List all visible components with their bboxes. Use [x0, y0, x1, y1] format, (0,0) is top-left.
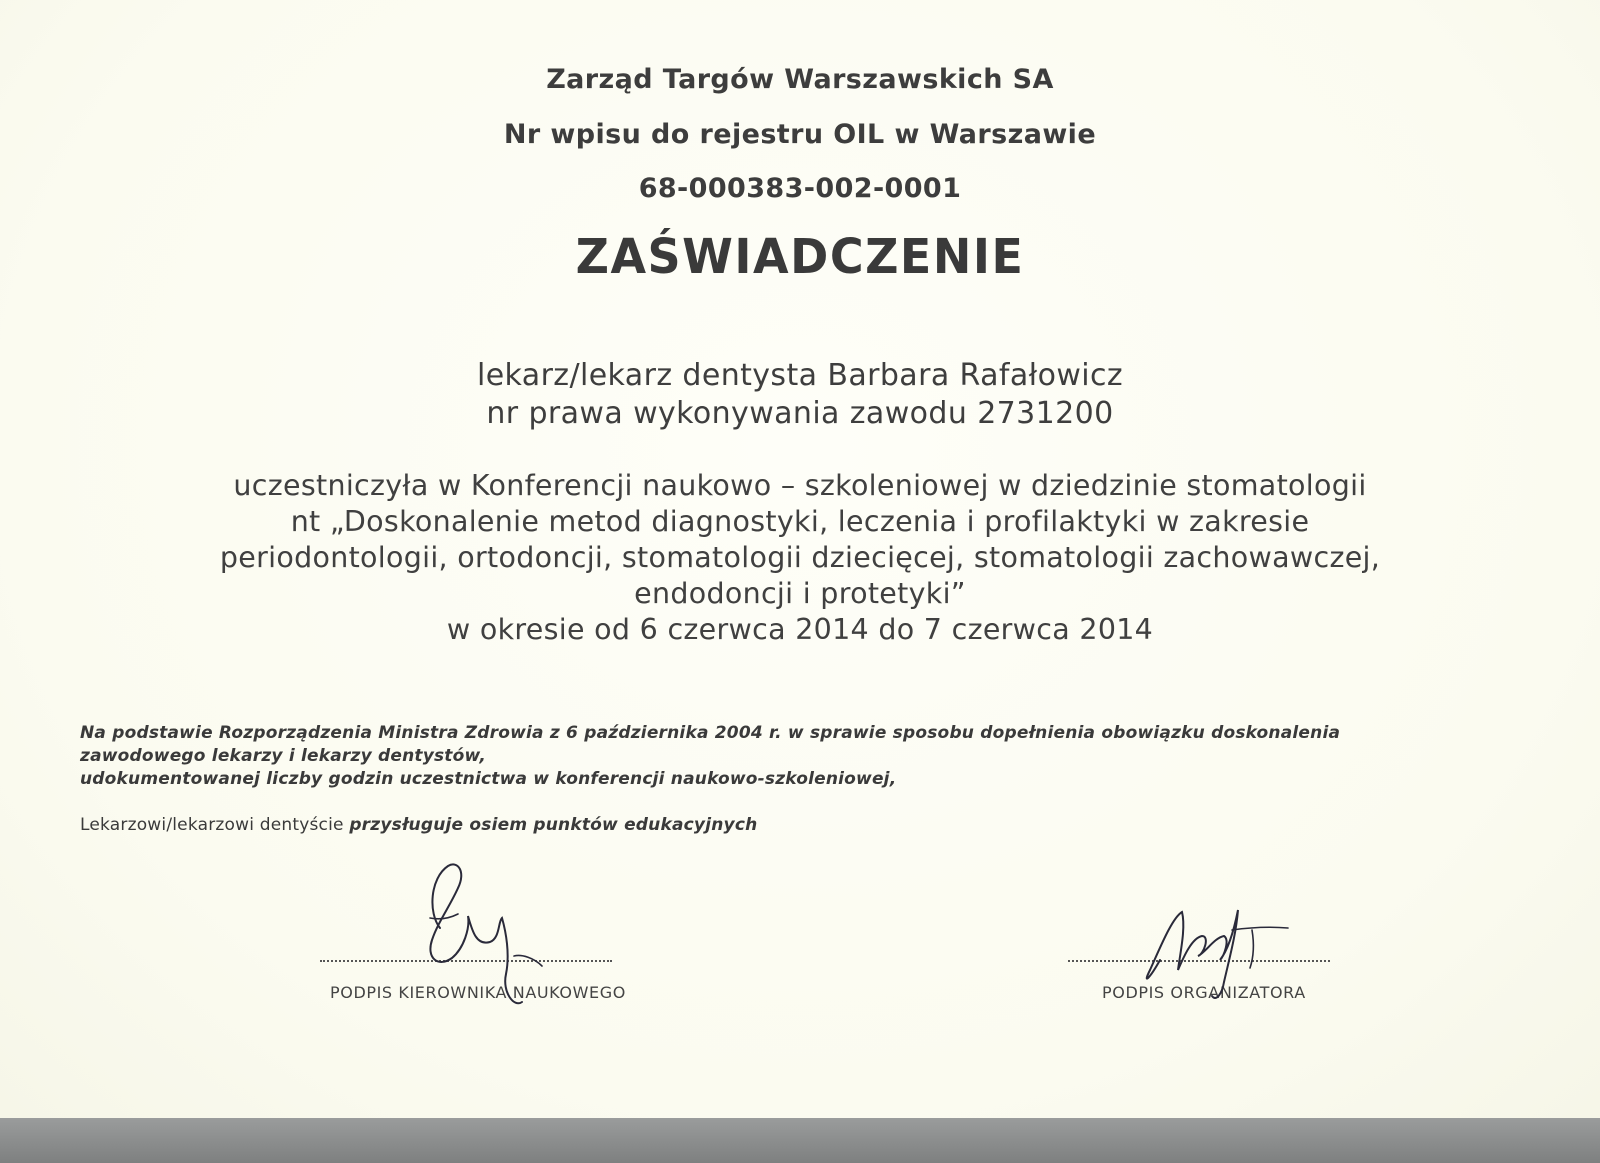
right-signature-label: PODPIS ORGANIZATORA	[1102, 983, 1306, 1002]
body-line-5: w okresie od 6 czerwca 2014 do 7 czerwca 2014	[446, 613, 1154, 646]
recipient-line	[0, 358, 1600, 393]
left-signature-icon	[410, 858, 560, 1018]
right-signature-icon	[1120, 890, 1300, 1010]
register-number: 68-000383-002-0001	[638, 173, 962, 204]
body-line-1: uczestniczyła w Konferencji naukowo – szkoleniowej w dziedzinie stomatologii	[233, 469, 1367, 502]
organization-name: Zarząd Targów Warszawskich SA	[546, 64, 1054, 95]
recipient-profession: lekarz/lekarz dentysta	[476, 358, 818, 393]
document-title: ZAŚWIADCZENIE	[575, 227, 1025, 285]
body-line-2: nt „Doskonalenie metod diagnostyki, leczenia i profilaktyki w zakresie	[290, 505, 1310, 538]
scan-shadow-strip	[0, 1118, 1600, 1163]
body-line-3: periodontologii, ortodoncji, stomatologii dziecięcej, stomatologii zachowawczej,	[219, 541, 1381, 574]
legal-line-3: udokumentowanej liczby godzin uczestnictwa w konferencji naukowo-szkoleniowej,	[80, 769, 897, 789]
left-signature-label: PODPIS KIEROWNIKA NAUKOWEGO	[330, 983, 626, 1002]
points-suffix: przysługuje osiem punktów edukacyjnych	[349, 815, 758, 835]
points-prefix: Lekarzowi/lekarzowi dentyście	[80, 815, 344, 835]
body-line-4: endodoncji i protetyki”	[634, 577, 966, 610]
points-line	[80, 815, 757, 835]
legal-line-1: Na podstawie Rozporządzenia Ministra Zdrowia z 6 października 2004 r. w sprawie sposobu dopełnienia obowiązku doskonalenia	[80, 723, 1341, 743]
license-line: nr prawa wykonywania zawodu 2731200	[486, 396, 1114, 431]
recipient-name: Barbara Rafałowicz	[827, 358, 1124, 393]
legal-line-2: zawodowego lekarzy i lekarzy dentystów,	[80, 746, 486, 766]
register-line: Nr wpisu do rejestru OIL w Warszawie	[503, 119, 1097, 150]
